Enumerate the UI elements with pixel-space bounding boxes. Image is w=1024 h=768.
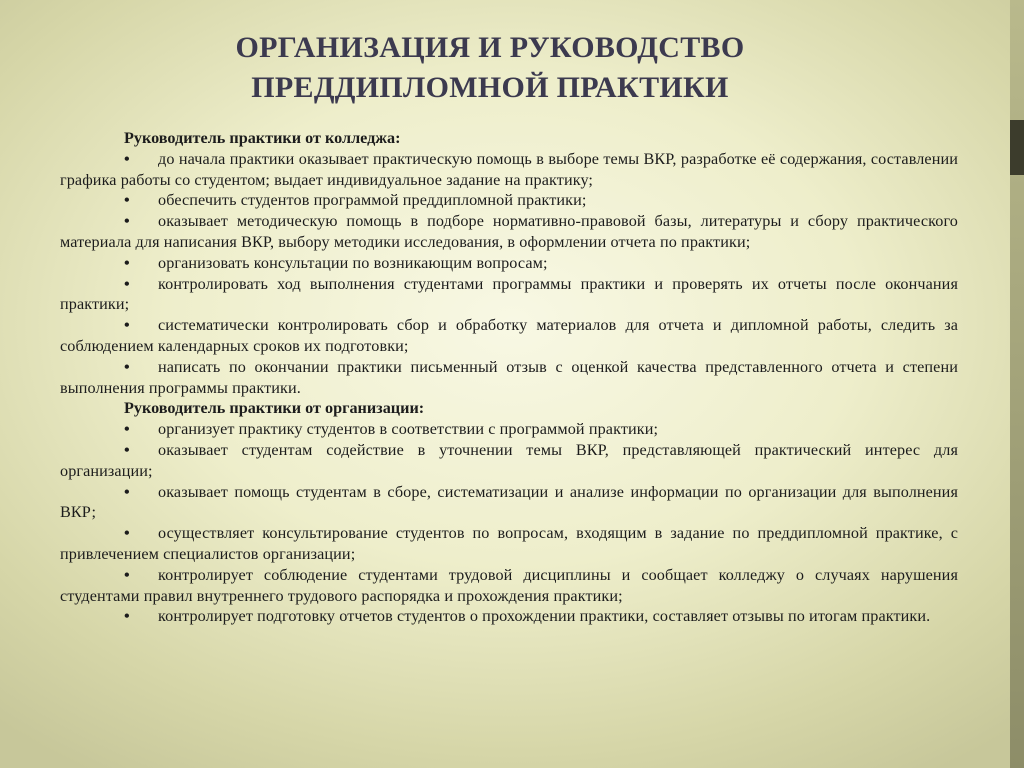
bullet-icon: • [124,420,130,439]
organization-supervisor-list [60,419,958,627]
college-item-1 [60,149,958,191]
organization-item-text: контролирует подготовку отчетов студентов о прохождении практики, составляет отзывы по итогам практики. [158,607,931,626]
organization-supervisor-heading: Руководитель практики от организации: [124,399,425,418]
organization-item-3 [60,482,958,524]
college-supervisor-heading: Руководитель практики от колледжа: [124,129,401,147]
organization-item-text: осуществляет консультирование студентов по вопросам, входящим в задание по преддипломной практике, с привлечением специалистов организации; [60,524,958,563]
bullet-icon: • [124,524,130,543]
organization-item-text: контролирует соблюдение студентами трудовой дисциплины и сообщает колледжу о случаях нарушения студентами правил внутреннего трудового распорядка и прохождения практики; [60,565,958,605]
bullet-icon: • [124,482,130,501]
bullet-icon: • [124,440,130,459]
organization-item-2 [60,440,958,482]
bullet-icon: • [124,149,130,168]
organization-item-6 [60,606,958,627]
bullet-icon: • [124,274,130,293]
college-item-4 [60,253,958,274]
bullet-icon: • [124,357,130,376]
bullet-icon: • [124,316,130,335]
organization-item-text: оказывает студентам содействие в уточнении темы ВКР, представляющей практический интерес для организации; [60,440,958,480]
college-item-7 [60,357,958,399]
college-item-3 [60,211,958,253]
college-item-text: до начала практики оказывает практическую помощь в выборе темы ВКР, разработке её содержания, составлении графика работы со студентом; выдает индивидуальное задание на практику; [60,149,958,189]
slide-title-line-1: ОРГАНИЗАЦИЯ И РУКОВОДСТВО [235,31,745,64]
slide-edge-bar [1010,0,1024,768]
slide-title [0,28,980,108]
college-item-text: организовать консультации по возникающим вопросам; [158,253,548,272]
bullet-icon: • [124,253,130,272]
organization-item-4 [60,523,958,565]
college-item-text: обеспечить студентов программой преддипломной практики; [158,191,587,210]
college-supervisor-list [60,149,958,399]
bullet-icon: • [124,565,130,584]
slide-title-line-2: ПРЕДДИПЛОМНОЙ ПРАКТИКИ [251,71,729,104]
organization-item-5 [60,565,958,607]
college-item-text: оказывает методическую помощь в подборе нормативно-правовой базы, литературы и сбору практического материала для написания ВКР, выбору методики исследования, в оформлении отчета по практики; [60,212,958,251]
bullet-icon: • [124,607,130,626]
college-item-2 [60,190,958,211]
college-item-text: систематически контролировать сбор и обработку материалов для отчета и дипломной работы, следить за соблюдением календарных сроков их подготовки; [60,316,958,355]
bullet-icon: • [124,212,130,231]
organization-item-text: организует практику студентов в соответствии с программой практики; [158,420,659,439]
bullet-icon: • [124,191,130,210]
organization-item-text: оказывает помощь студентам в сборе, систематизации и анализе информации по организации для выполнения ВКР; [60,482,958,522]
slide-edge-accent [1010,120,1024,175]
organization-item-1 [60,419,958,440]
college-item-5 [60,274,958,316]
college-item-6 [60,315,958,357]
slide-body [60,128,958,627]
college-item-text: контролировать ход выполнения студентами программы практики и проверять их отчеты после окончания практики; [60,274,958,314]
college-item-text: написать по окончании практики письменный отзыв с оценкой качества представленного отчета и степени выполнения программы практики. [60,357,958,397]
